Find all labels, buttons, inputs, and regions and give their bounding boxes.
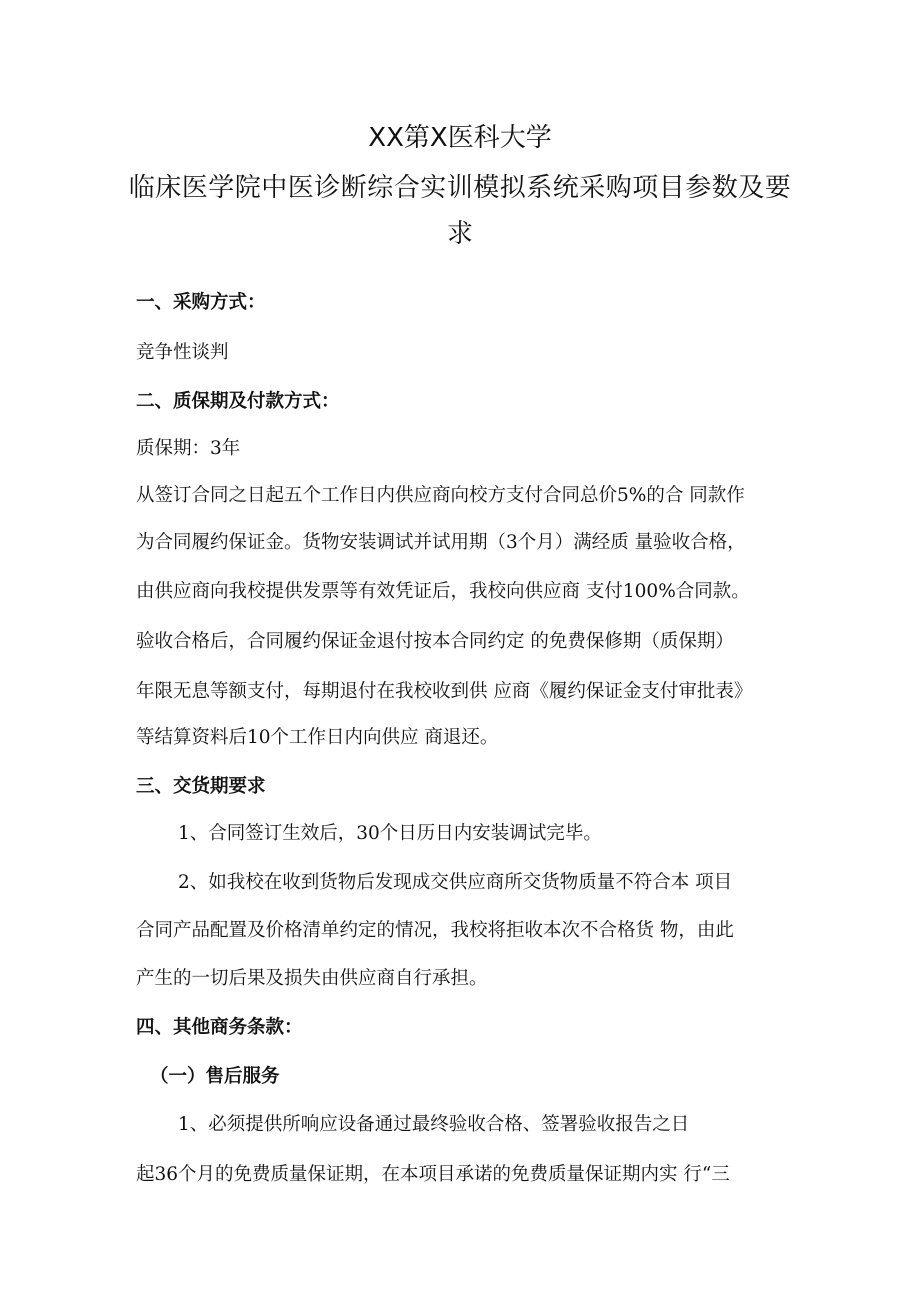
payment-paragraph-line: 为合同履约保证金。货物安装调试并试用期（3个月）满经质 量验收合格，	[136, 532, 746, 553]
after-sales-item-1-line: 起36个月的免费质量保证期，在本项目承诺的免费质量保证期内实 行“三	[136, 1164, 730, 1185]
document-title-line-3: 求	[446, 219, 473, 249]
warranty-period: 质保期：3年	[136, 438, 241, 459]
document-title-line-1: XX第X医科大学	[368, 123, 552, 153]
payment-paragraph-line: 由供应商向我校提供发票等有效凭证后，我校向供应商 支付100%合同款。	[136, 581, 750, 602]
delivery-item-2-line: 2、如我校在收到货物后发现成交供应商所交货物质量不符合本 项目	[178, 872, 733, 893]
section-1-text: 竞争性谈判	[136, 342, 229, 363]
document-title-line-2: 临床医学院中医诊断综合实训模拟系统采购项目参数及要	[128, 173, 792, 203]
section-4-heading: 四、其他商务条款：	[136, 1017, 303, 1038]
delivery-item-2-line: 产生的一切后果及损失由供应商自行承担。	[136, 968, 488, 989]
after-sales-item-1-line: 1、必须提供所响应设备通过最终验收合格、签署验收报告之日	[178, 1114, 690, 1135]
delivery-item-1: 1、合同签订生效后，30个日历日内安装调试完毕。	[178, 823, 602, 844]
after-sales-subheading: （一）售后服务	[150, 1066, 280, 1087]
section-3-heading: 三、交货期要求	[136, 776, 266, 797]
section-1-heading: 一、采购方式：	[136, 292, 266, 313]
payment-paragraph-line: 从签订合同之日起五个工作日内供应商向校方支付合同总价5%的合 同款作	[136, 485, 745, 506]
delivery-item-2-line: 合同产品配置及价格清单约定的情况，我校将拒收本次不合格货 物，由此	[136, 920, 734, 941]
payment-paragraph-line: 等结算资料后10个工作日内向供应 商退还。	[136, 727, 499, 748]
payment-paragraph-line: 验收合格后，合同履约保证金退付按本合同约定 的免费保修期（质保期）	[136, 631, 734, 652]
section-2-heading: 二、质保期及付款方式：	[136, 391, 340, 412]
payment-paragraph-line: 年限无息等额支付，每期退付在我校收到供 应商《履约保证金支付审批表》	[136, 681, 753, 702]
